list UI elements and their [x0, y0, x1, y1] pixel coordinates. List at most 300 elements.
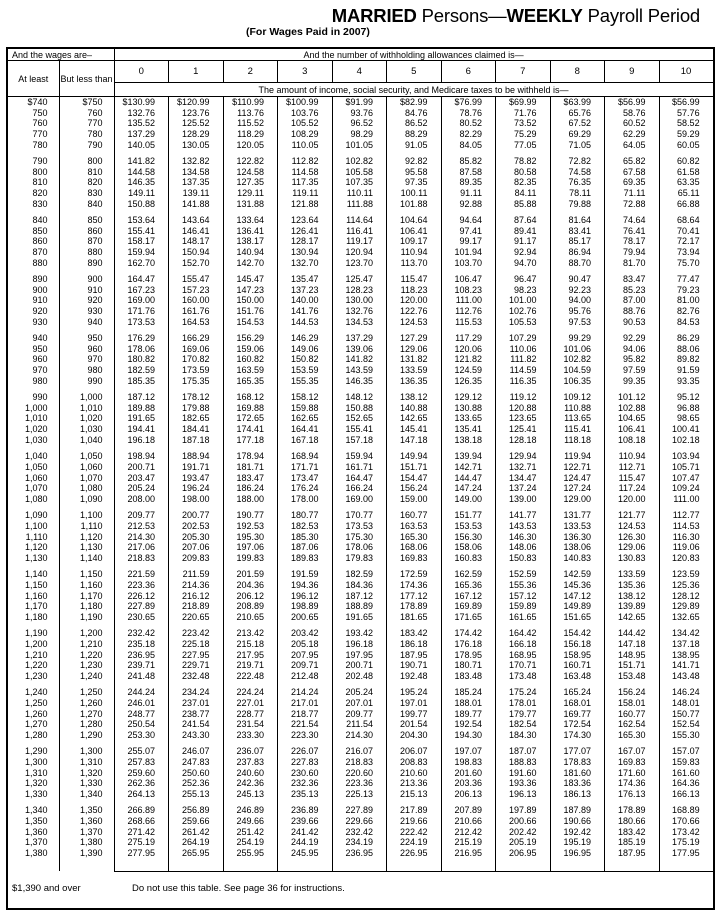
withholding-amount: 67.52	[550, 118, 605, 129]
withholding-amount: 72.82	[550, 156, 605, 167]
withholding-amount	[278, 859, 333, 872]
table-row	[7, 521, 714, 532]
wage-at-least: 970	[7, 365, 59, 376]
wage-at-least: 1,150	[7, 580, 59, 591]
withholding-amount: 120.05	[223, 140, 278, 151]
withholding-amount: 137.35	[169, 177, 224, 188]
withholding-amount: 180.71	[441, 660, 496, 671]
wage-at-least: 1,010	[7, 413, 59, 424]
table-row	[7, 435, 714, 446]
withholding-amount: 185.24	[441, 687, 496, 698]
withholding-amount: 214.30	[332, 730, 387, 741]
withholding-amount: 183.36	[550, 778, 605, 789]
wage-but-less: 890	[59, 258, 114, 269]
withholding-amount: 168.12	[223, 392, 278, 403]
wage-at-least: 840	[7, 215, 59, 226]
wage-at-least: 1,240	[7, 687, 59, 698]
withholding-amount: 262.36	[114, 778, 169, 789]
table-row	[7, 392, 714, 403]
withholding-amount: 198.00	[169, 494, 224, 505]
withholding-amount: 89.41	[496, 226, 551, 237]
withholding-amount: 224.19	[387, 837, 442, 848]
withholding-amount: 145.47	[223, 274, 278, 285]
withholding-amount: 172.65	[223, 413, 278, 424]
withholding-amount: 138.12	[605, 591, 660, 602]
withholding-amount: 259.66	[169, 816, 224, 827]
withholding-amount: 97.35	[387, 177, 442, 188]
withholding-amount: 79.23	[659, 285, 714, 296]
withholding-amount: 115.47	[387, 274, 442, 285]
withholding-amount: 181.65	[387, 612, 442, 623]
wage-at-least: 990	[7, 392, 59, 403]
table-row	[7, 317, 714, 328]
withholding-amount: 169.77	[550, 709, 605, 720]
withholding-amount: 115.41	[550, 424, 605, 435]
withholding-amount: 129.11	[223, 188, 278, 199]
withholding-amount: 182.59	[114, 365, 169, 376]
withholding-amount: 150.82	[278, 354, 333, 365]
withholding-amount: 83.41	[550, 226, 605, 237]
withholding-amount: 157.12	[496, 591, 551, 602]
wage-at-least: 1,350	[7, 816, 59, 827]
withholding-amount: 174.30	[550, 730, 605, 741]
table-row	[7, 650, 714, 661]
wage-but-less: $750	[59, 97, 114, 108]
withholding-amount: 96.47	[496, 274, 551, 285]
withholding-amount: 250.60	[169, 768, 224, 779]
withholding-amount: 256.89	[169, 805, 224, 816]
withholding-amount: 102.82	[550, 354, 605, 365]
withholding-amount: 201.59	[223, 569, 278, 580]
withholding-amount: 175.30	[332, 532, 387, 543]
withholding-amount: 119.94	[550, 451, 605, 462]
wage-but-less: 1,090	[59, 494, 114, 505]
withholding-amount: 96.88	[659, 403, 714, 414]
withholding-amount: 110.05	[278, 140, 333, 151]
withholding-amount: 106.41	[605, 424, 660, 435]
wage-but-less: 980	[59, 365, 114, 376]
withholding-amount: 217.01	[278, 698, 333, 709]
withholding-amount: 90.53	[605, 317, 660, 328]
withholding-amount: 114.64	[332, 215, 387, 226]
withholding-amount: 161.76	[169, 306, 224, 317]
wage-at-least: 880	[7, 258, 59, 269]
table-row	[7, 805, 714, 816]
withholding-amount: 133.64	[223, 215, 278, 226]
withholding-amount: 178.89	[605, 805, 660, 816]
withholding-amount: 216.07	[332, 746, 387, 757]
withholding-amount: 124.59	[441, 365, 496, 376]
wage-at-least: 1,180	[7, 612, 59, 623]
withholding-amount: 244.24	[114, 687, 169, 698]
withholding-amount: 227.01	[223, 698, 278, 709]
withholding-amount: 183.48	[441, 671, 496, 682]
withholding-amount: 217.95	[223, 650, 278, 661]
withholding-amount: 106.35	[550, 376, 605, 387]
withholding-amount: 206.07	[387, 746, 442, 757]
withholding-amount: 167.12	[441, 591, 496, 602]
withholding-amount: 167.07	[605, 746, 660, 757]
wage-at-least: 800	[7, 167, 59, 178]
withholding-amount: 74.58	[550, 167, 605, 178]
withholding-amount: 95.58	[387, 167, 442, 178]
wage-at-least: 1,190	[7, 628, 59, 639]
withholding-amount: 92.29	[605, 333, 660, 344]
withholding-amount: 219.66	[387, 816, 442, 827]
withholding-amount: 168.89	[659, 805, 714, 816]
withholding-amount: 115.52	[223, 118, 278, 129]
withholding-amount: 251.42	[223, 827, 278, 838]
withholding-amount: 91.59	[659, 365, 714, 376]
withholding-amount: 208.89	[223, 601, 278, 612]
withholding-amount: 132.70	[278, 258, 333, 269]
withholding-amount: 146.30	[496, 532, 551, 543]
withholding-amount: 128.29	[169, 129, 224, 140]
table-row	[7, 709, 714, 720]
withholding-amount: 131.88	[223, 199, 278, 210]
over-limit-row	[7, 871, 714, 909]
withholding-amount: 236.89	[278, 805, 333, 816]
withholding-amount: 111.82	[496, 354, 551, 365]
withholding-amount: 201.60	[441, 768, 496, 779]
allowance-col-6: 6	[441, 61, 496, 83]
wage-but-less: 1,140	[59, 553, 114, 564]
withholding-amount: 125.36	[659, 580, 714, 591]
withholding-amount: 239.71	[114, 660, 169, 671]
withholding-amount: 192.54	[441, 719, 496, 730]
wage-at-least: 1,200	[7, 639, 59, 650]
table-row	[7, 542, 714, 553]
withholding-amount: 249.66	[223, 816, 278, 827]
withholding-amount: $69.99	[496, 97, 551, 108]
withholding-amount: 127.35	[223, 177, 278, 188]
withholding-amount: 231.54	[223, 719, 278, 730]
withholding-amount: 73.94	[659, 247, 714, 258]
withholding-amount: 156.18	[550, 639, 605, 650]
withholding-amount: 230.65	[114, 612, 169, 623]
withholding-amount: 59.29	[659, 129, 714, 140]
wage-but-less: 960	[59, 344, 114, 355]
withholding-amount: 184.36	[332, 580, 387, 591]
withholding-amount: 111.88	[332, 199, 387, 210]
allowance-col-2: 2	[223, 61, 278, 83]
withholding-amount: 198.83	[441, 757, 496, 768]
withholding-amount: 178.06	[114, 344, 169, 355]
withholding-amount: 213.36	[387, 778, 442, 789]
withholding-amount: 85.88	[496, 199, 551, 210]
wage-but-less: 1,130	[59, 542, 114, 553]
withholding-amount: 206.95	[496, 848, 551, 859]
withholding-amount: 197.89	[496, 805, 551, 816]
withholding-amount: 96.52	[332, 118, 387, 129]
withholding-amount: 140.88	[387, 403, 442, 414]
wage-but-less: 840	[59, 199, 114, 210]
withholding-amount: 115.53	[441, 317, 496, 328]
wage-at-least: 780	[7, 140, 59, 151]
withholding-amount: 217.89	[387, 805, 442, 816]
withholding-amount: 162.70	[114, 258, 169, 269]
withholding-amount: 117.24	[605, 483, 660, 494]
withholding-amount: 165.36	[441, 580, 496, 591]
withholding-amount: 161.65	[496, 612, 551, 623]
wage-but-less: 1,040	[59, 435, 114, 446]
withholding-amount: 177.07	[550, 746, 605, 757]
withholding-amount: 137.24	[496, 483, 551, 494]
wage-but-less: 970	[59, 354, 114, 365]
wage-but-less: 1,240	[59, 671, 114, 682]
withholding-amount: 172.59	[387, 569, 442, 580]
withholding-amount: 88.70	[550, 258, 605, 269]
wage-but-less: 1,020	[59, 413, 114, 424]
withholding-amount: $76.99	[441, 97, 496, 108]
withholding-amount: 159.94	[332, 451, 387, 462]
withholding-amount: 87.64	[496, 215, 551, 226]
wage-at-least: 1,380	[7, 848, 59, 859]
withholding-amount: 168.06	[387, 542, 442, 553]
table-row	[7, 483, 714, 494]
withholding-amount: 187.12	[114, 392, 169, 403]
withholding-amount: 174.36	[605, 778, 660, 789]
table-row	[7, 451, 714, 462]
withholding-amount: 168.94	[278, 451, 333, 462]
withholding-amount: 135.41	[441, 424, 496, 435]
withholding-amount: 187.89	[550, 805, 605, 816]
withholding-amount: 212.42	[441, 827, 496, 838]
withholding-amount: 147.12	[550, 591, 605, 602]
withholding-amount: 209.77	[114, 510, 169, 521]
withholding-amount: 83.47	[605, 274, 660, 285]
wage-at-least: 1,080	[7, 494, 59, 505]
withholding-amount: 153.53	[441, 521, 496, 532]
withholding-amount: 91.17	[496, 236, 551, 247]
withholding-amount: 143.59	[332, 365, 387, 376]
withholding-amount: 200.66	[496, 816, 551, 827]
withholding-amount: 125.47	[332, 274, 387, 285]
withholding-amount: 147.18	[605, 639, 660, 650]
wage-at-least: 1,130	[7, 553, 59, 564]
withholding-amount: 176.18	[441, 639, 496, 650]
wage-at-least: 1,210	[7, 650, 59, 661]
withholding-amount: 160.82	[223, 354, 278, 365]
table-row	[7, 730, 714, 741]
withholding-amount: 98.65	[659, 413, 714, 424]
wage-at-least: 1,250	[7, 698, 59, 709]
withholding-amount: 114.59	[496, 365, 551, 376]
withholding-amount: 129.06	[605, 542, 660, 553]
withholding-amount: 255.07	[114, 746, 169, 757]
withholding-amount: 71.76	[496, 108, 551, 119]
withholding-amount: 255.13	[169, 789, 224, 800]
withholding-amount: 167.23	[114, 285, 169, 296]
wage-at-least: 1,300	[7, 757, 59, 768]
wage-at-least: 940	[7, 333, 59, 344]
withholding-amount: 70.41	[659, 226, 714, 237]
withholding-amount: 180.66	[605, 816, 660, 827]
title-weekly: WEEKLY	[506, 5, 583, 26]
table-row	[7, 848, 714, 859]
withholding-amount: 165.35	[223, 376, 278, 387]
withholding-amount: 227.95	[169, 650, 224, 661]
withholding-amount: 203.47	[114, 473, 169, 484]
withholding-amount: 219.71	[223, 660, 278, 671]
withholding-amount: 205.30	[169, 532, 224, 543]
withholding-amount: 209.83	[169, 553, 224, 564]
withholding-amount: 160.00	[169, 295, 224, 306]
withholding-amount: 131.82	[387, 354, 442, 365]
withholding-amount: 210.60	[387, 768, 442, 779]
wage-at-least: 860	[7, 236, 59, 247]
table-row	[7, 601, 714, 612]
wage-at-least: 1,110	[7, 532, 59, 543]
table-row	[7, 510, 714, 521]
withholding-amount: 122.71	[550, 462, 605, 473]
wage-but-less: 1,280	[59, 719, 114, 730]
withholding-amount: 213.42	[223, 628, 278, 639]
wage-at-least: 910	[7, 295, 59, 306]
withholding-amount: 142.59	[550, 569, 605, 580]
withholding-amount: 232.36	[278, 778, 333, 789]
withholding-amount: 136.30	[550, 532, 605, 543]
withholding-amount: 151.71	[387, 462, 442, 473]
withholding-amount: 97.41	[441, 226, 496, 237]
header-row-top	[7, 48, 714, 61]
wage-but-less: 830	[59, 188, 114, 199]
withholding-amount: 100.41	[659, 424, 714, 435]
withholding-amount: 160.77	[387, 510, 442, 521]
withholding-amount: 163.53	[387, 521, 442, 532]
document-title	[0, 5, 700, 27]
withholding-amount: 130.83	[605, 553, 660, 564]
withholding-amount: 200.71	[332, 660, 387, 671]
withholding-amount: 111.00	[441, 295, 496, 306]
withholding-amount: 140.05	[114, 140, 169, 151]
withholding-amount: 148.17	[169, 236, 224, 247]
withholding-amount: 223.30	[278, 730, 333, 741]
bodyend-row	[7, 859, 714, 872]
withholding-amount: 138.12	[387, 392, 442, 403]
withholding-amount: 74.64	[605, 215, 660, 226]
withholding-amount: 149.11	[114, 188, 169, 199]
wage-but-less: 1,150	[59, 569, 114, 580]
withholding-amount: 104.59	[550, 365, 605, 376]
withholding-amount: 149.06	[278, 344, 333, 355]
withholding-amount: 101.12	[605, 392, 660, 403]
table-row	[7, 295, 714, 306]
wage-at-least: 1,370	[7, 837, 59, 848]
withholding-amount: 127.24	[550, 483, 605, 494]
withholding-amount: 93.76	[332, 108, 387, 119]
withholding-amount: 144.58	[114, 167, 169, 178]
withholding-amount: 202.48	[332, 671, 387, 682]
withholding-amount: 228.77	[223, 709, 278, 720]
withholding-amount: 174.36	[387, 580, 442, 591]
withholding-amount: 69.35	[605, 177, 660, 188]
table-row	[7, 698, 714, 709]
withholding-amount: 132.65	[659, 612, 714, 623]
table-row	[7, 719, 714, 730]
withholding-amount: 197.95	[332, 650, 387, 661]
withholding-amount: 139.89	[605, 601, 660, 612]
wage-at-least: 1,320	[7, 778, 59, 789]
table-row	[7, 344, 714, 355]
withholding-amount: 157.18	[332, 435, 387, 446]
withholding-amount: 223.36	[114, 580, 169, 591]
withholding-amount: 247.83	[169, 757, 224, 768]
withholding-amount: 218.77	[278, 709, 333, 720]
wage-at-least: 960	[7, 354, 59, 365]
withholding-amount: 94.00	[550, 295, 605, 306]
wage-but-less: 880	[59, 247, 114, 258]
withholding-amount: 113.65	[550, 413, 605, 424]
wage-at-least: 1,310	[7, 768, 59, 779]
withholding-amount: 212.48	[278, 671, 333, 682]
withholding-amount: 68.64	[659, 215, 714, 226]
but-less-than-label: But less than	[59, 61, 114, 97]
allowances-claimed-label: And the number of withholding allowances claimed is—	[114, 48, 714, 61]
withholding-amount: 152.65	[332, 413, 387, 424]
withholding-amount: 124.58	[223, 167, 278, 178]
withholding-amount: 266.89	[114, 805, 169, 816]
withholding-amount: 169.00	[114, 295, 169, 306]
wage-but-less: 1,190	[59, 612, 114, 623]
withholding-amount: 160.71	[550, 660, 605, 671]
wage-but-less: 1,000	[59, 392, 114, 403]
withholding-amount: 199.83	[223, 553, 278, 564]
withholding-amount: 88.76	[605, 306, 660, 317]
table-row	[7, 628, 714, 639]
wage-but-less: 1,170	[59, 591, 114, 602]
withholding-amount: 179.83	[332, 553, 387, 564]
table-row	[7, 553, 714, 564]
withholding-amount: 156.24	[387, 483, 442, 494]
withholding-amount: 75.70	[659, 258, 714, 269]
withholding-amount: 159.83	[659, 757, 714, 768]
withholding-amount: 128.17	[278, 236, 333, 247]
withholding-amount: 156.24	[605, 687, 660, 698]
withholding-amount: 153.48	[605, 671, 660, 682]
withholding-amount: 120.06	[441, 344, 496, 355]
withholding-amount: 229.71	[169, 660, 224, 671]
wage-but-less: 1,350	[59, 805, 114, 816]
wage-but-less: 850	[59, 215, 114, 226]
withholding-amount: 188.01	[441, 698, 496, 709]
allowance-col-7: 7	[496, 61, 551, 83]
withholding-amount: 200.77	[169, 510, 224, 521]
withholding-amount: 61.58	[659, 167, 714, 178]
table-row	[7, 789, 714, 800]
withholding-amount: $82.99	[387, 97, 442, 108]
withholding-amount: 99.17	[441, 236, 496, 247]
withholding-amount: 92.94	[496, 247, 551, 258]
withholding-amount: 78.17	[605, 236, 660, 247]
withholding-amount: 99.35	[605, 376, 660, 387]
withholding-amount: 158.12	[278, 392, 333, 403]
withholding-amount: 113.76	[223, 108, 278, 119]
withholding-amount: 129.06	[387, 344, 442, 355]
withholding-amount: 84.76	[387, 108, 442, 119]
withholding-amount: 138.06	[550, 542, 605, 553]
withholding-amount: 121.77	[605, 510, 660, 521]
withholding-amount: 118.23	[387, 285, 442, 296]
table-row	[7, 816, 714, 827]
withholding-amount: 214.36	[169, 580, 224, 591]
wage-but-less: 1,340	[59, 789, 114, 800]
table-row	[7, 354, 714, 365]
withholding-amount: 120.00	[387, 295, 442, 306]
withholding-amount: 148.01	[659, 698, 714, 709]
wage-but-less: 1,330	[59, 778, 114, 789]
wage-but-less: 1,180	[59, 601, 114, 612]
